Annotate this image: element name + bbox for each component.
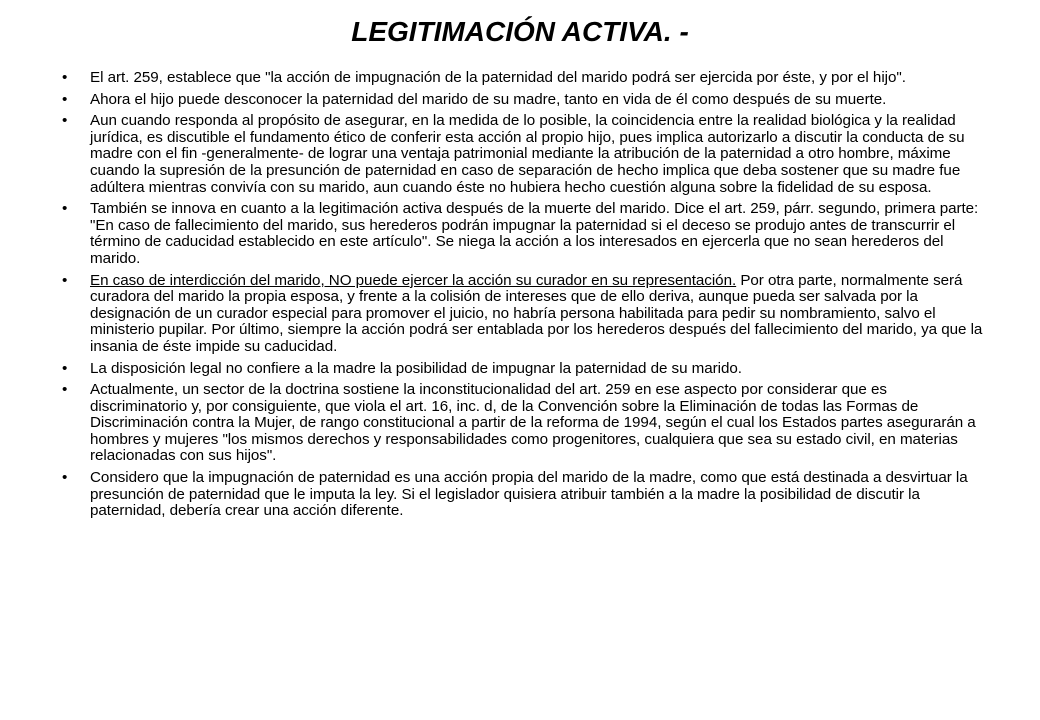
bullet-item: [62, 273, 984, 356]
bullet-item: [62, 361, 984, 378]
bullet-text: Por otra parte, normalmente será curadora del marido la propia esposa, y frente a la colisión de intereses que de ello deriva, aunque pueda ser salvada por la designación de un curador especial para promover el juicio, no habría persona habilitada para pedir su nombramiento, salvo el ministerio pupilar. Por último, siempre la acción podrá ser entablada por los herederos después del fallecimiento del marido, ya que la insania de éste impide su caducidad.: [90, 271, 983, 355]
bullet-item: [62, 201, 984, 267]
bullet-item: [62, 92, 984, 109]
bullet-item: [62, 113, 984, 196]
bullet-text-underlined: En caso de interdicción del marido, NO puede ejercer la acción su curador en su representación.: [90, 271, 737, 289]
bullet-text: El art. 259, establece que "la acción de impugnación de la paternidad del marido podrá ser ejercida por éste, y por el hijo".: [90, 69, 906, 86]
bullet-text: Ahora el hijo puede desconocer la paternidad del marido de su madre, tanto en vida de él como después de su muerte.: [90, 90, 887, 108]
bullet-icon: •: [62, 271, 68, 289]
bullet-icon: •: [62, 381, 68, 399]
bullet-list: [62, 70, 984, 525]
bullet-icon: •: [62, 90, 68, 108]
bullet-text: La disposición legal no confiere a la madre la posibilidad de impugnar la paternidad de su marido.: [90, 359, 742, 377]
bullet-icon: •: [62, 359, 68, 377]
bullet-item: [62, 382, 984, 465]
bullet-item: [62, 70, 984, 87]
bullet-icon: •: [62, 200, 68, 218]
bullet-icon: •: [62, 469, 68, 487]
bullet-text: Actualmente, un sector de la doctrina sostiene la inconstitucionalidad del art. 259 en ese aspecto por considerar que es discriminatorio y, por consiguiente, que viola el art. 16, inc. d, de la Convención sobre la Eliminación de todas las Formas de Discriminación contra la Mujer, de rango constitucional a partir de la reforma de 1994, según el cual los Estados partes asegurarán a hombres y mujeres "los mismos derechos y responsabilidades como progenitores, cualquiera que sea su estado civil, en materias relacionadas con sus hijos".: [90, 381, 976, 465]
bullet-icon: •: [62, 69, 68, 86]
bullet-text: También se innova en cuanto a la legitimación activa después de la muerte del marido. Dice el art. 259, párr. segundo, primera parte: "En caso de fallecimiento del marido, sus herederos podrán impugnar la paternidad si el deceso se produjo antes de transcurrir el término de caducidad establecido en este artículo". Se niega la acción a los interesados en ejercerla que no sean herederos del marido.: [90, 200, 979, 267]
bullet-icon: •: [62, 112, 68, 130]
bullet-text: Aun cuando responda al propósito de asegurar, en la medida de lo posible, la coincidencia entre la realidad biológica y la realidad jurídica, es discutible el fundamento ético de conferir esta acción al propio hijo, pues implica autorizarlo a discutir la conducta de su madre con el fin -generalmente- de lograr una ventaja patrimonial mediante la atribución de la paternidad a otro hombre, máxime cuando la supresión de la presunción de paternidad en caso de separación de hecho implica que deba sostener que su madre fue adúltera mientras convivía con su marido, aun cuando éste no hubiera hecho cuestión alguna sobre la fidelidad de su esposa.: [90, 112, 965, 196]
bullet-text: Considero que la impugnación de paternidad es una acción propia del marido de la madre, como que está destinada a desvirtuar la presunción de paternidad que le imputa la ley. Si el legislador quisiera atribuir también a la madre la posibilidad de discutir la paternidad, debería crear una acción diferente.: [90, 469, 968, 520]
bullet-item: [62, 470, 984, 520]
slide-title: LEGITIMACIÓN ACTIVA. -: [351, 16, 689, 47]
